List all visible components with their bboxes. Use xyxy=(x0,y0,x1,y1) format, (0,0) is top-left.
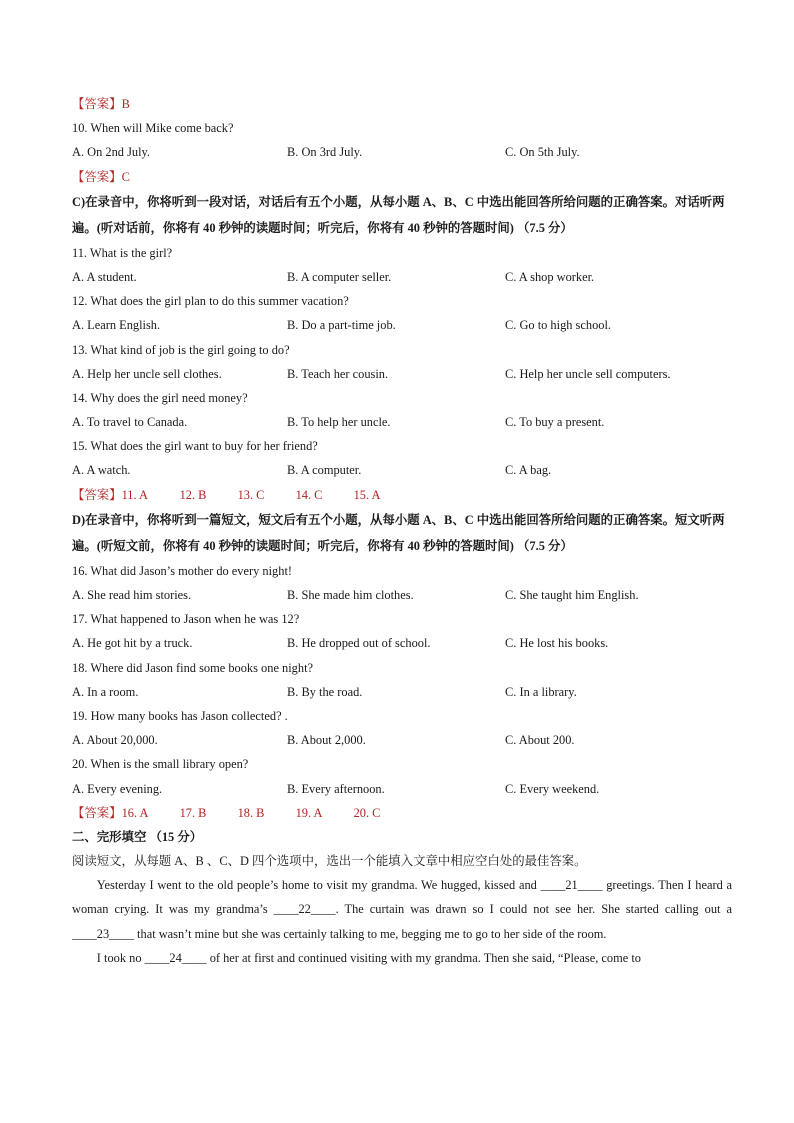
question-12: 12. What does the girl plan to do this summer vacation? xyxy=(72,294,349,309)
section-c-instruction: C)在录音中，你将听到一段对话，对话后有五个小题，从每小题 A、B、C 中选出能回答所给问题的正确答案。对话听两遍。(听对话前，你将有 40 秒钟的读题时间；听完后，你将有 40 秒钟的答题时间) （7.5 分） xyxy=(72,194,725,235)
option-c: C. About 200. xyxy=(505,733,575,748)
answer-line xyxy=(72,165,732,189)
blank-23: ____23____ xyxy=(72,926,134,941)
answer-tag: 【答案】 xyxy=(72,97,122,111)
option-b: B. Do a part-time job. xyxy=(287,318,396,333)
option-a: A. Every evening. xyxy=(72,781,163,796)
options-row xyxy=(72,265,732,289)
question-19: 19. How many books has Jason collected? . xyxy=(72,708,288,723)
question-16: 16. What did Jason’s mother do every night! xyxy=(72,563,293,578)
options-row xyxy=(72,777,732,801)
answer-line xyxy=(72,801,732,825)
passage-text: . The curtain was drawn so I could not see her. She started calling out a xyxy=(335,902,732,917)
option-a: A. On 2nd July. xyxy=(72,145,151,160)
question-10: 10. When will Mike come back? xyxy=(72,121,234,136)
option-a: A. Learn English. xyxy=(72,318,161,333)
option-c: C. Every weekend. xyxy=(505,781,600,796)
option-a: A. He got hit by a truck. xyxy=(72,636,193,651)
answer-item: 19. A xyxy=(295,805,323,820)
answer-item: 18. B xyxy=(237,805,265,820)
question-17: 17. What happened to Jason when he was 12? xyxy=(72,612,300,627)
passage-paragraph-2 xyxy=(72,946,732,970)
options-row xyxy=(72,583,732,607)
answer-tag: 【答案】 xyxy=(72,805,122,820)
part2-instruction: 阅读短文，从每题 A、B 、C、D 四个选项中，选出一个能填入文章中相应空白处的最佳答案。 xyxy=(72,854,587,869)
blank-21: ____21____ xyxy=(540,878,603,893)
option-c: C. On 5th July. xyxy=(505,145,580,160)
answer-item: 20. C xyxy=(353,805,381,820)
option-a: A. A watch. xyxy=(72,463,131,478)
options-row xyxy=(72,410,732,434)
answer-item: 14. C xyxy=(295,487,323,502)
option-b: B. She made him clothes. xyxy=(287,588,414,602)
passage-text: of her at first and continued visiting with my grandma. Then she said, “Please, come to xyxy=(206,950,641,965)
options-row xyxy=(72,458,732,482)
passage-paragraph-1 xyxy=(72,873,732,946)
question-13: 13. What kind of job is the girl going to do? xyxy=(72,342,290,357)
options-row xyxy=(72,631,732,655)
option-c: C. Go to high school. xyxy=(505,318,612,333)
answer-item: 17. B xyxy=(179,805,207,820)
blank-24: ____24____ xyxy=(144,950,207,965)
answer-value: C xyxy=(121,169,130,184)
option-c: C. He lost his books. xyxy=(505,636,609,651)
option-b: B. By the road. xyxy=(287,684,363,699)
question-14: 14. Why does the girl need money? xyxy=(72,390,248,405)
answer-tag: 【答案】 xyxy=(72,487,122,502)
question-11: 11. What is the girl? xyxy=(72,245,173,260)
passage-text: I took no xyxy=(96,950,145,965)
option-a: A. In a room. xyxy=(72,684,139,699)
question-15: 15. What does the girl want to buy for her friend? xyxy=(72,439,318,454)
answer-tag: 【答案】 xyxy=(72,169,122,184)
answer-item: 16. A xyxy=(121,805,149,820)
answer-line xyxy=(72,92,732,116)
answer-item: 11. A xyxy=(121,487,148,502)
option-b: B. On 3rd July. xyxy=(287,145,363,160)
passage-text: that wasn’t mine but she was certainly talking to me, begging me to go to her side of the room. xyxy=(133,926,607,941)
options-row xyxy=(72,140,732,164)
option-c: C. Help her uncle sell computers. xyxy=(505,366,671,381)
answer-item: 13. C xyxy=(237,487,265,502)
document-page xyxy=(72,92,732,970)
answer-item: 12. B xyxy=(179,487,207,502)
answer-line xyxy=(72,483,732,507)
option-b: B. A computer. xyxy=(287,463,362,478)
option-a: A. A student. xyxy=(72,269,137,284)
question-20: 20. When is the small library open? xyxy=(72,757,249,772)
option-b: B. A computer seller. xyxy=(287,269,392,284)
options-row xyxy=(72,362,732,386)
option-b: B. To help her uncle. xyxy=(287,415,391,430)
option-a: A. To travel to Canada. xyxy=(72,415,188,430)
option-b: B. He dropped out of school. xyxy=(287,636,431,651)
options-row xyxy=(72,313,732,337)
option-a: A. She read him stories. xyxy=(72,588,192,602)
answer-value: B xyxy=(121,97,130,111)
answer-item: 15. A xyxy=(353,487,381,502)
options-row xyxy=(72,728,732,752)
blank-22: ____22____ xyxy=(273,902,336,917)
passage-text: Yesterday I went to the old people’s home to visit my grandma. We hugged, kissed and xyxy=(96,878,541,893)
passage-text: greetings. Then I heard a woman crying. It was my grandma’s xyxy=(72,878,732,917)
option-b: B. About 2,000. xyxy=(287,733,366,748)
option-b: B. Teach her cousin. xyxy=(287,366,389,381)
option-c: C. In a library. xyxy=(505,684,577,699)
option-c: C. She taught him English. xyxy=(505,588,639,602)
option-b: B. Every afternoon. xyxy=(287,781,385,796)
question-18: 18. Where did Jason find some books one night? xyxy=(72,660,314,675)
options-row xyxy=(72,680,732,704)
section-d-instruction: D)在录音中，你将听到一篇短文，短文后有五个小题，从每小题 A、B、C 中选出能回答所给问题的正确答案。短文听两遍。(听短文前，你将有 40 秒钟的读题时间；听完后，你将有 40 秒钟的答题时间) （7.5 分） xyxy=(72,512,725,553)
option-a: A. Help her uncle sell clothes. xyxy=(72,366,222,381)
part2-heading: 二、完形填空 （15 分） xyxy=(72,829,203,844)
option-c: C. A shop worker. xyxy=(505,269,595,284)
option-c: C. A bag. xyxy=(505,463,552,478)
option-a: A. About 20,000. xyxy=(72,733,158,748)
option-c: C. To buy a present. xyxy=(505,415,605,430)
